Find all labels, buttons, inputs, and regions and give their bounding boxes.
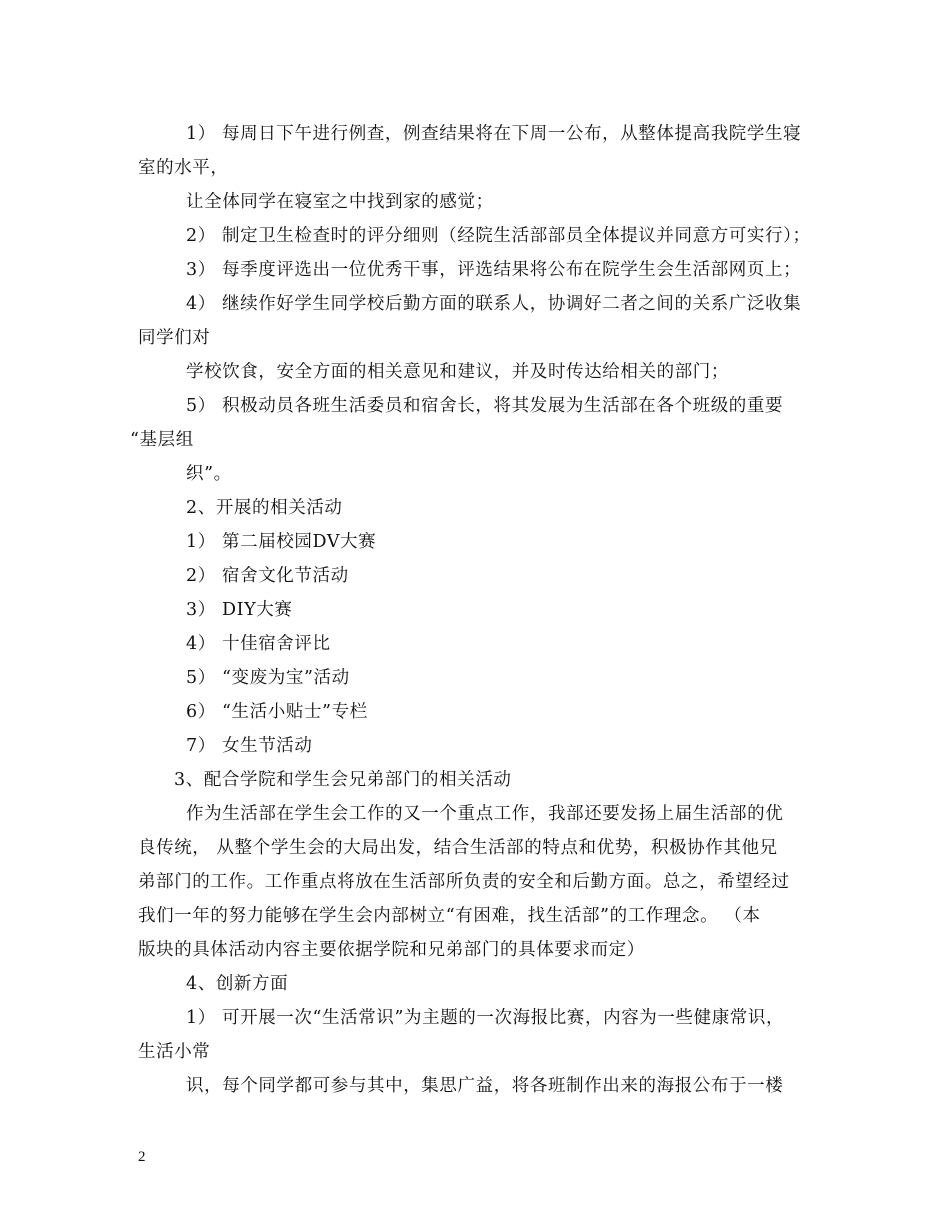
text-line: “基层组 <box>130 430 194 450</box>
section-heading: 3、配合学院和学生会兄弟部门的相关活动 <box>174 770 512 790</box>
text-line: 作为生活部在学生会工作的又一个重点工作，我部还要发扬上届生活部的优 <box>186 804 784 824</box>
text-line: 我们一年的努力能够在学生会内部树立“有困难，找生活部”的工作理念。 （本 <box>138 906 761 926</box>
text-line: 弟部门的工作。工作重点将放在生活部所负责的安全和后勤方面。总之，希望经过 <box>138 872 790 892</box>
list-item: 7） 女生节活动 <box>186 736 313 756</box>
list-item: 2） 宿舍文化节活动 <box>186 566 349 586</box>
text-line: 1） 可开展一次“生活常识”为主题的一次海报比赛，内容为一些健康常识， <box>186 1008 785 1028</box>
page-number: 2 <box>138 1149 146 1165</box>
section-heading: 2、开展的相关活动 <box>186 498 343 518</box>
list-item: 1） 第二届校园DV大赛 <box>186 532 377 552</box>
text-line: 学校饮食，安全方面的相关意见和建议，并及时传达给相关的部门； <box>186 362 729 382</box>
text-line: 室的水平， <box>138 158 229 178</box>
text-line: 版块的具体活动内容主要依据学院和兄弟部门的具体要求而定） <box>138 940 645 960</box>
text-line: 3） 每季度评选出一位优秀干事，评选结果将公布在院学生会生活部网页上； <box>186 260 802 280</box>
text-line: 1） 每周日下午进行例查，例查结果将在下周一公布，从整体提高我院学生寝 <box>186 124 802 144</box>
text-line: 4） 继续作好学生同学校后勤方面的联系人，协调好二者之间的关系广泛收集 <box>186 294 802 314</box>
section-heading: 4、创新方面 <box>186 974 289 994</box>
text-line: 2） 制定卫生检查时的评分细则（经院生活部部员全体提议并同意方可实行）； <box>186 226 811 246</box>
text-line: 良传统， 从整个学生会的大局出发，结合生活部的特点和优势，积极协作其他兄 <box>138 838 778 858</box>
list-item: 5） “变废为宝”活动 <box>186 668 350 688</box>
text-line: 生活小常 <box>138 1042 211 1062</box>
text-line: 同学们对 <box>138 328 211 348</box>
text-line: 识，每个同学都可参与其中，集思广益，将各班制作出来的海报公布于一楼 <box>186 1076 784 1096</box>
list-item: 3） DIY大赛 <box>186 600 293 620</box>
text-line: 织”。 <box>186 464 232 484</box>
list-item: 6） “生活小贴士”专栏 <box>186 702 368 722</box>
list-item: 4） 十佳宿舍评比 <box>186 634 331 654</box>
text-line: 让全体同学在寝室之中找到家的感觉； <box>186 192 494 212</box>
text-line: 5） 积极动员各班生活委员和宿舍长，将其发展为生活部在各个班级的重要 <box>186 396 784 416</box>
